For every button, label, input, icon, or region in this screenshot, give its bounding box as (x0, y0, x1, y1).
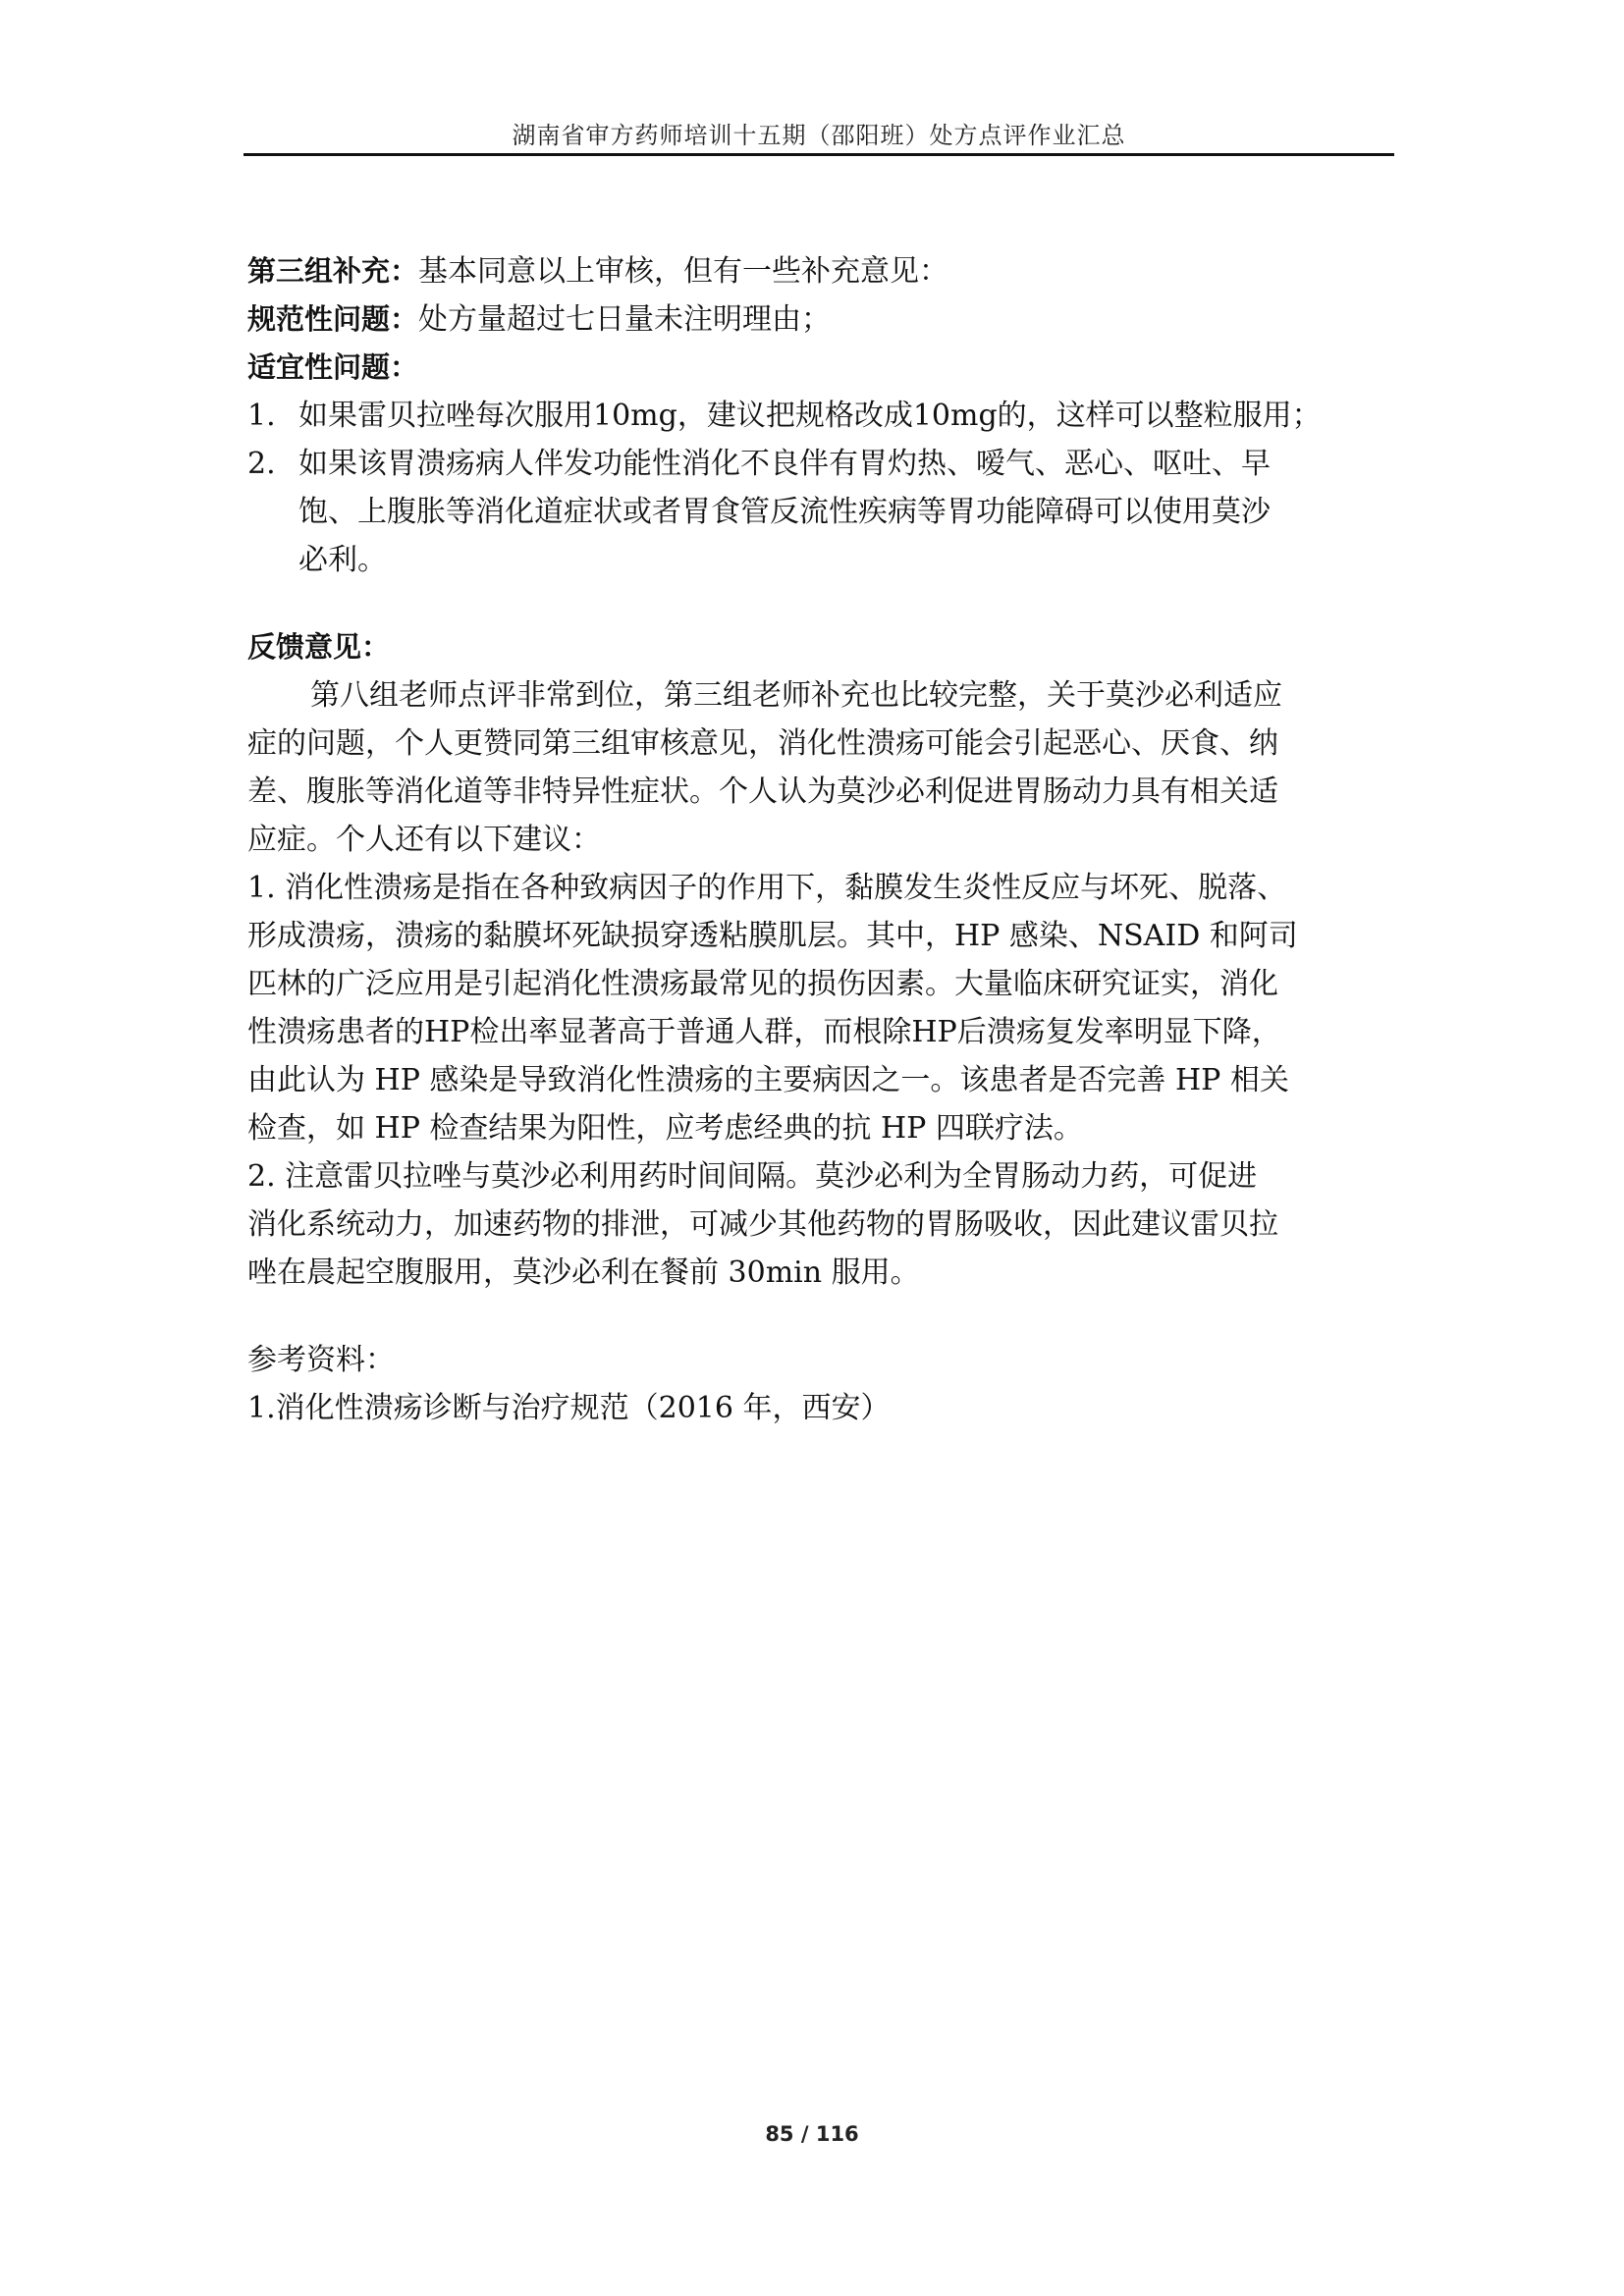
list-text-line: 如果该胃溃疡病人伴发功能性消化不良伴有胃灼热、嗳气、恶心、呕吐、早 (298, 447, 1271, 481)
suitability-line (247, 344, 1396, 392)
document-body (247, 247, 1396, 1432)
paragraph-line: 唑在晨起空腹服用，莫沙必利在餐前 30min 服用。 (247, 1255, 920, 1290)
paragraph-line: 匹林的广泛应用是引起消化性溃疡最常见的损伤因素。大量临床研究证实，消化 (247, 967, 1278, 1001)
standard-line (247, 295, 1396, 344)
paragraph-line: 应症。个人还有以下建议： (247, 823, 601, 857)
header-divider (244, 153, 1394, 156)
paragraph-line: 消化系统动力，加速药物的排泄，可减少其他药物的胃肠吸收，因此建议雷贝拉 (247, 1207, 1278, 1242)
list-text-line: 必利。 (298, 543, 387, 577)
list-item (247, 392, 1396, 440)
suitability-label: 适宜性问题： (247, 350, 419, 384)
supplement-line (247, 247, 1396, 295)
paragraph-line: 检查，如 HP 检查结果为阳性，应考虑经典的抗 HP 四联疗法。 (247, 1111, 1083, 1146)
reference-item: 1.消化性溃疡诊断与治疗规范（2016 年，西安） (247, 1391, 891, 1425)
list-number: 2. (247, 447, 276, 481)
standard-label: 规范性问题： (247, 302, 419, 336)
supplement-text: 基本同意以上审核，但有一些补充意见： (418, 254, 949, 289)
supplement-label: 第三组补充： (247, 254, 419, 288)
list-item (247, 440, 1396, 584)
paragraph-line: 第八组老师点评非常到位，第三组老师补充也比较完整，关于莫沙必利适应 (310, 678, 1282, 713)
feedback-intro (247, 671, 1396, 864)
list-text-line: 饱、上腹胀等消化道症状或者胃食管反流性疾病等胃功能障碍可以使用莫沙 (298, 495, 1271, 529)
feedback-line (247, 623, 1396, 671)
paragraph-line: 1. 消化性溃疡是指在各种致病因子的作用下，黏膜发生炎性反应与坏死、脱落、 (247, 871, 1287, 905)
spacer (247, 1297, 1396, 1336)
paragraph-line: 症的问题，个人更赞同第三组审核意见，消化性溃疡可能会引起恶心、厌食、纳 (247, 726, 1278, 761)
feedback-point-1 (247, 864, 1396, 1152)
list-number: 1. (247, 399, 276, 433)
paragraph-line: 形成溃疡，溃疡的黏膜坏死缺损穿透粘膜肌层。其中，HP 感染、NSAID 和阿司 (247, 919, 1298, 953)
references-label: 参考资料： (247, 1343, 395, 1377)
page-number: 85 / 116 (765, 2122, 859, 2146)
feedback-label: 反馈意见： (247, 630, 391, 664)
spacer (247, 584, 1396, 623)
page-header: 湖南省审方药师培训十五期（邵阳班）处方点评作业汇总 (512, 122, 1126, 149)
list-text (298, 392, 1396, 440)
list-text (298, 440, 1396, 584)
feedback-point-2 (247, 1152, 1396, 1297)
standard-text: 处方量超过七日量未注明理由； (418, 302, 832, 337)
paragraph-line: 差、腹胀等消化道等非特异性症状。个人认为莫沙必利促进胃肠动力具有相关适 (247, 774, 1278, 809)
paragraph-line: 性溃疡患者的HP检出率显著高于普通人群，而根除HP后溃疡复发率明显下降， (247, 1015, 1281, 1049)
list-text-line: 如果雷贝拉唑每次服用10mg，建议把规格改成10mg的，这样可以整粒服用； (298, 399, 1322, 433)
paragraph-line: 由此认为 HP 感染是导致消化性溃疡的主要病因之一。该患者是否完善 HP 相关 (247, 1063, 1289, 1097)
paragraph-line: 2. 注意雷贝拉唑与莫沙必利用药时间间隔。莫沙必利为全胃肠动力药，可促进 (247, 1159, 1258, 1194)
